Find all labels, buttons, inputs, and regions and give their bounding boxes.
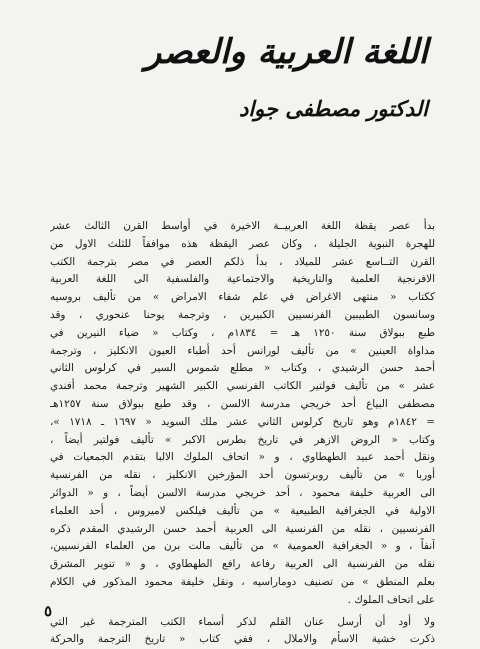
text-line: مصطفى البياع أحد خريجي مدرسة الالسن ، وقد طبع ببولاق سنة ١٢٥٧هـ (50, 397, 435, 410)
chapter-title: اللغة العربية والعصر (144, 32, 428, 72)
page-number: ٥ (44, 602, 53, 620)
text-line: طبع ببولاق سنة ١٢٥٠ هـ = ١٨٣٤م ، وكتاب « ضياء النيرين في (50, 326, 435, 339)
text-line: ككتاب « منتهى الاغراض في علم شفاء الامراض » من تأليف بروسيه (50, 291, 435, 304)
text-line: القرن التــاسع عشر للميلاد ، بدأ ذلكم العصر في مصر بترجمة الكتب (50, 255, 435, 268)
text-line: بعلم المنطق » من تصنيف دوماراسيه ، ونقل خليفة محمود المذكور في الكلام (50, 575, 435, 588)
text-line: آنفاً ، و « الجغرافية العمومية » من تأليف مالت برن من العلماء الفرنسيين، (50, 540, 435, 553)
text-line: الافرنجية العلمية والتاريخية والاجتماعية والفلسفية الى اللغة العربية (50, 273, 435, 286)
text-line: ولا أود أن أرسل عنان القلم لذكر أسماء الكتب المترجمة غير التي (50, 615, 435, 628)
text-line: أحمد حسن الرشيدي ، وكتاب « مطلع شموس السير في كرلوس الثاني (50, 362, 435, 375)
text-line: للهجرة النبوية الجليلة ، وكان عصر اليقظة هذه موافقاً للثلث الاول من (50, 237, 435, 250)
text-line: أوربا » من تأليف روبرتسون أحد المؤرخين الانكليز ، نقله من الفرنسية (50, 469, 435, 482)
text-line: ونقل أحمد عبيد الطهطاوي ، و « اتحاف الملوك الالبا بتقدم الجمعيات في (50, 451, 435, 464)
text-line: ذكرت خشية الاسأم والاملال ، ففي كتاب « تاريخ الترجمة والحركة (50, 633, 435, 646)
text-line: الى العربية خليفة محمود ، أحد خريجي مدرسة الالسن أيضاً ، و « الدوائر (50, 486, 435, 499)
body-text (50, 218, 435, 649)
text-line: نقله من الفرنسية الى العربية رفاعة رافع الطهطاوي ، و « تنوير المشرق (50, 558, 435, 571)
paragraph-2 (50, 614, 435, 649)
author-signature: الدكتور مصطفى جواد (238, 96, 428, 121)
text-line: الاولية في الجغرافية الطبيعية » من تأليف فيلكس لاميروس ، أحد العلماء (50, 504, 435, 517)
paragraph-1 (50, 218, 435, 610)
text-line: وكتاب « الروض الازهر في تاريخ بطرس الاكبر » تأليف فولتير أيضاً ، (50, 433, 435, 446)
text-line: عشر » من تأليف فولتير الكاتب الفرنسي الكبير الشهير وترجمة محمد أفندي (50, 380, 435, 393)
text-line: على اتحاف الملوك . (347, 593, 435, 606)
text-line: مداواة العينين » من تأليف لورانس أحد أطباء العيون الانكليز ، وترجمة (50, 344, 435, 357)
text-line: بدأ عصر يقظة اللغة العربيــة الاخيرة في أواسط القرن الثالث عشر (50, 220, 435, 232)
text-line: الفرنسيين ، نقله من الفرنسية الى العربية أحمد حسن الرشيدي المقدم ذكره (50, 522, 435, 535)
text-line: = ١٨٤٢م وهو تاريخ كرلوس الثاني عشر ملك السويد « ١٦٩٧ ـ ١٧١٨ »، (50, 415, 435, 428)
text-line: وسانسون الطبيبين الفرنسيين الكبيرين ، وترجمة يوحنا عنحوري ، وقد (50, 308, 435, 321)
